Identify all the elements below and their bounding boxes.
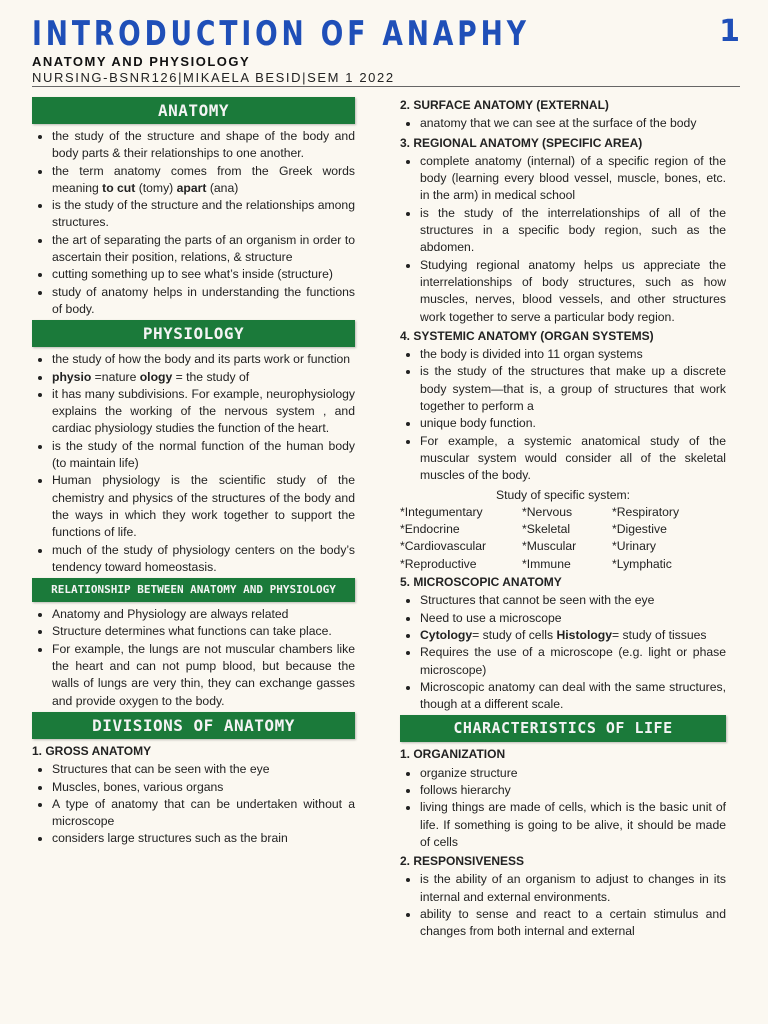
- page-subtitle: ANATOMY AND PHYSIOLOGY: [32, 54, 251, 69]
- page-title: INTRODUCTION OF ANAPHY: [32, 14, 530, 54]
- list-item: • cutting something up to see what’s inside (structure): [52, 266, 355, 283]
- system-item: *Skeletal: [522, 522, 571, 537]
- gross-anatomy-title: 1. GROSS ANATOMY: [32, 743, 152, 758]
- microscopic-anatomy-title: 5. MICROSCOPIC ANATOMY: [400, 575, 562, 590]
- right-column: [400, 96, 726, 943]
- system-item: *Digestive: [612, 522, 667, 537]
- list-item: • A type of anatomy that can be undertaken without a microscope: [52, 796, 355, 831]
- list-item: • considers large structures such as the brain: [52, 830, 355, 847]
- list-item: • For example, a systemic anatomical study of the muscular system would consider all of the skeletal muscles of the body.: [420, 433, 726, 485]
- system-item: *Respiratory: [612, 504, 680, 519]
- relationship-list: [32, 606, 355, 710]
- physiology-heading: PHYSIOLOGY: [32, 320, 355, 347]
- system-item: *Lymphatic: [612, 556, 672, 571]
- list-item: • Cytology= study of cells Histology= study of tissues: [420, 627, 726, 644]
- list-item: • the body is divided into 11 organ systems: [420, 346, 726, 363]
- list-item: • Structures that can be seen with the eye: [52, 761, 355, 778]
- list-item: • is the study of the structures that make up a discrete body system—that is, a group of structures that work together to perform a: [420, 363, 726, 415]
- list-item: • study of anatomy helps in understanding the functions of body.: [52, 284, 355, 319]
- list-item: • is the study of the interrelationships of all of the structures in a specific body region, such as the abdomen.: [420, 205, 726, 257]
- list-item: • Requires the use of a microscope (e.g. light or phase microscope): [420, 644, 726, 679]
- systems-grid: [400, 504, 726, 573]
- list-item: • Structures that cannot be seen with the eye: [420, 592, 726, 609]
- list-item: • Muscles, bones, various organs: [52, 779, 355, 796]
- system-item: *Cardiovascular: [400, 539, 487, 554]
- list-item: • the study of the structure and shape of the body and body parts & their relationships to one another.: [52, 128, 355, 163]
- regional-anatomy-list: [400, 153, 726, 326]
- system-item: *Endocrine: [400, 522, 460, 537]
- course-meta: NURSING-BSNR126|MIKAELA BESID|SEM 1 2022: [32, 70, 395, 85]
- list-item: • is the study of the structure and the relationships among structures.: [52, 197, 355, 232]
- system-item: *Nervous: [522, 504, 573, 519]
- list-item: • Studying regional anatomy helps us appreciate the interrelationships of body structures, such as how muscles, nerves, blood vessels, and other structures work together to serve a particular body region.: [420, 257, 726, 326]
- list-item: • Human physiology is the scientific study of the chemistry and physics of the structures of the body and the ways in which they work together to support the functions of life.: [52, 472, 355, 541]
- microscopic-anatomy-list: [400, 592, 726, 713]
- list-item: • follows hierarchy: [420, 782, 726, 799]
- list-item: • ability to sense and react to a certain stimulus and changes from both internal and external: [420, 906, 726, 941]
- responsiveness-title: 2. RESPONSIVENESS: [400, 854, 525, 869]
- system-item: *Integumentary: [400, 504, 483, 519]
- header-rule: [32, 86, 740, 87]
- physiology-list: [32, 351, 355, 576]
- relationship-heading: RELATIONSHIP BETWEEN ANATOMY AND PHYSIOLOGY: [32, 578, 355, 602]
- anatomy-list: [32, 128, 355, 318]
- list-item: • much of the study of physiology centers on the body’s tendency toward homeostasis.: [52, 542, 355, 577]
- list-item: • the study of how the body and its parts work or function: [52, 351, 355, 368]
- left-column: [32, 96, 355, 850]
- gross-anatomy-list: [32, 761, 355, 847]
- divisions-heading: DIVISIONS OF ANATOMY: [32, 712, 355, 739]
- organization-list: [400, 765, 726, 851]
- list-item: • Need to use a microscope: [420, 610, 726, 627]
- list-item: • Anatomy and Physiology are always related: [52, 606, 355, 623]
- organization-title: 1. ORGANIZATION: [400, 747, 506, 762]
- system-item: *Urinary: [612, 539, 657, 554]
- responsiveness-list: [400, 871, 726, 940]
- page-number: 1: [719, 14, 740, 49]
- list-item: • Microscopic anatomy can deal with the same structures, though at a different scale.: [420, 679, 726, 714]
- anatomy-heading: ANATOMY: [32, 97, 355, 124]
- list-item: • complete anatomy (internal) of a specific region of the body (learning every blood vessel, muscle, bones, etc. in the arm) in medical school: [420, 153, 726, 205]
- list-item: • physio =nature ology = the study of: [52, 369, 355, 386]
- surface-anatomy-list: [400, 115, 726, 132]
- characteristics-heading: CHARACTERISTICS OF LIFE: [400, 715, 726, 742]
- list-item: • is the ability of an organism to adjust to changes in its internal and external environments.: [420, 871, 726, 906]
- list-item: • unique body function.: [420, 415, 726, 432]
- regional-anatomy-title: 3. REGIONAL ANATOMY (SPECIFIC AREA): [400, 135, 643, 150]
- surface-anatomy-title: 2. SURFACE ANATOMY (EXTERNAL): [400, 98, 609, 112]
- list-item: • living things are made of cells, which is the basic unit of life. If something is going to be alive, it should be made of cells: [420, 799, 726, 851]
- system-item: *Muscular: [522, 539, 577, 554]
- systemic-anatomy-title: 4. SYSTEMIC ANATOMY (ORGAN SYSTEMS): [400, 328, 654, 343]
- list-item: • For example, the lungs are not muscular chambers like the heart and can not pump blood, but because the walls of lungs are very thin, they can exchange gasses and provide oxygen to the body.: [52, 641, 355, 710]
- list-item: • the art of separating the parts of an organism in order to ascertain their position, relations, & structure: [52, 232, 355, 267]
- list-item: • the term anatomy comes from the Greek words meaning to cut (tomy) apart (ana): [52, 163, 355, 198]
- list-item: • it has many subdivisions. For example, neurophysiology explains the working of the nervous system , and cardiac physiology studies the function of the heart.: [52, 386, 355, 438]
- list-item: • organize structure: [420, 765, 726, 782]
- system-item: *Reproductive: [400, 556, 477, 571]
- systemic-anatomy-list: [400, 346, 726, 484]
- list-item: • Structure determines what functions can take place.: [52, 623, 355, 640]
- system-item: *Immune: [522, 556, 571, 571]
- systems-caption: Study of specific system:: [495, 487, 631, 502]
- list-item: • anatomy that we can see at the surface of the body: [420, 115, 726, 132]
- list-item: • is the study of the normal function of the human body (to maintain life): [52, 438, 355, 473]
